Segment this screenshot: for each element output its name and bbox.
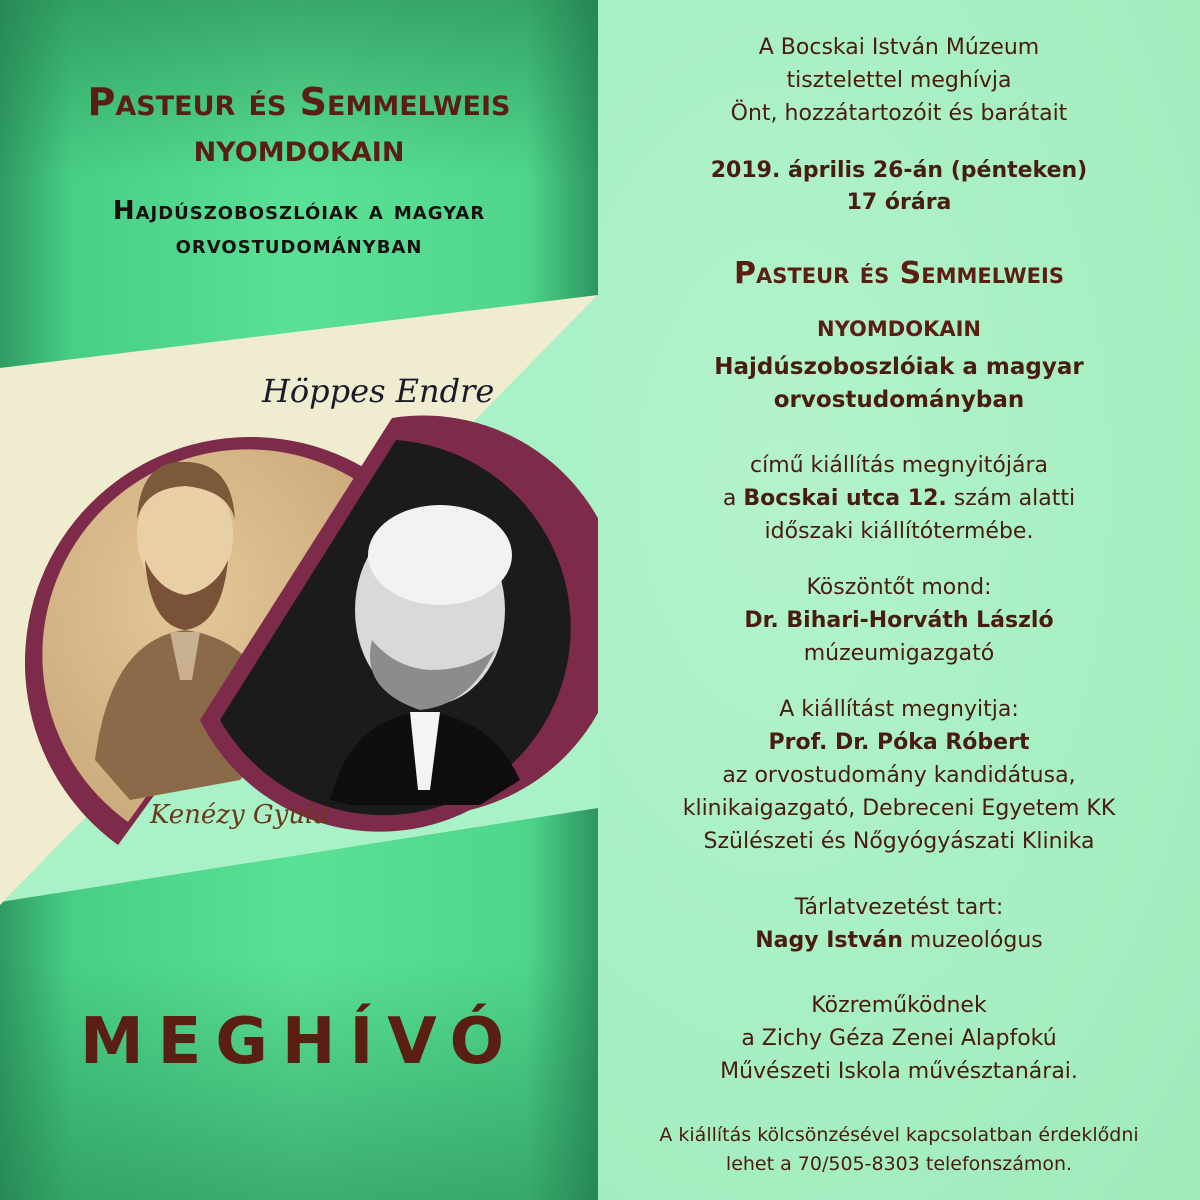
performers-line-2: Művészeti Iskola művésztanárai.	[720, 1059, 1078, 1084]
opener-role-2: klinikaigazgató, Debreceni Egyetem KK	[682, 796, 1116, 821]
guide-line	[598, 925, 1200, 956]
welcome-name: Dr. Bihari-Horváth László	[744, 608, 1054, 633]
intro-line-3: Önt, hozzátartozóit és barátait	[730, 101, 1068, 126]
guide-role: muzeológus	[902, 928, 1043, 953]
intro-line-2: tisztelettel meghívja	[786, 68, 1012, 93]
event-time: 17 órára	[846, 190, 952, 215]
address-street: Bocskai utca 12.	[743, 486, 947, 511]
performers-label: Közreműködnek	[811, 993, 987, 1018]
opener-role-1: az orvostudomány kandidátusa,	[722, 763, 1076, 788]
intro-line-1: A Bocskai István Múzeum	[758, 35, 1040, 60]
exhibition-subtitle-line2: orvostudományban	[773, 387, 1025, 413]
opener-label: A kiállítást megnyitja:	[779, 697, 1019, 722]
signature-bottom: Kenézy Gyula	[150, 800, 329, 830]
address-suffix: szám alatti	[946, 486, 1076, 511]
event-date: 2019. április 26-án (pénteken)	[710, 158, 1088, 183]
guide-label: Tárlatvezetést tart:	[794, 895, 1004, 920]
contact-line-1: A kiállítás kölcsönzésével kapcsolatban érdeklődni	[659, 1124, 1139, 1146]
exhibition-title-line2: nyomdokain	[817, 309, 981, 344]
cover-heading: MEGHÍVÓ	[79, 1005, 519, 1079]
cover-panel	[0, 0, 598, 1200]
address-line	[598, 483, 1200, 514]
exhibition-title-line1: Pasteur és Semmelweis	[734, 256, 1064, 291]
exhibition-subtitle-line1: Hajdúszoboszlóiak a magyar	[714, 354, 1084, 380]
cover-subtitle-line2: orvostudományban	[175, 230, 423, 260]
venue-line: időszaki kiállítótermébe.	[764, 519, 1034, 544]
contact-line-2: lehet a 70/505-8303 telefonszámon.	[725, 1153, 1073, 1175]
opener-name: Prof. Dr. Póka Róbert	[768, 730, 1030, 755]
guide-name: Nagy István	[755, 928, 903, 953]
welcome-role: múzeumigazgató	[803, 641, 995, 666]
performers-line-1: a Zichy Géza Zenei Alapfokú	[741, 1026, 1057, 1051]
invitation-panel	[598, 0, 1200, 1200]
opener-role-3: Szülészeti és Nőgyógyászati Klinika	[703, 829, 1095, 854]
opening-line: című kiállítás megnyitójára	[749, 453, 1049, 478]
cover-title-line1: Pasteur és Semmelweis	[87, 80, 511, 124]
cover-subtitle-line1: Hajdúszoboszlóiak a magyar	[112, 196, 486, 226]
address-prefix: a	[722, 486, 744, 511]
signature-top: Höppes Endre	[262, 372, 495, 410]
welcome-label: Köszöntőt mond:	[806, 575, 992, 600]
cover-title-line2: nyomdokain	[193, 126, 405, 170]
